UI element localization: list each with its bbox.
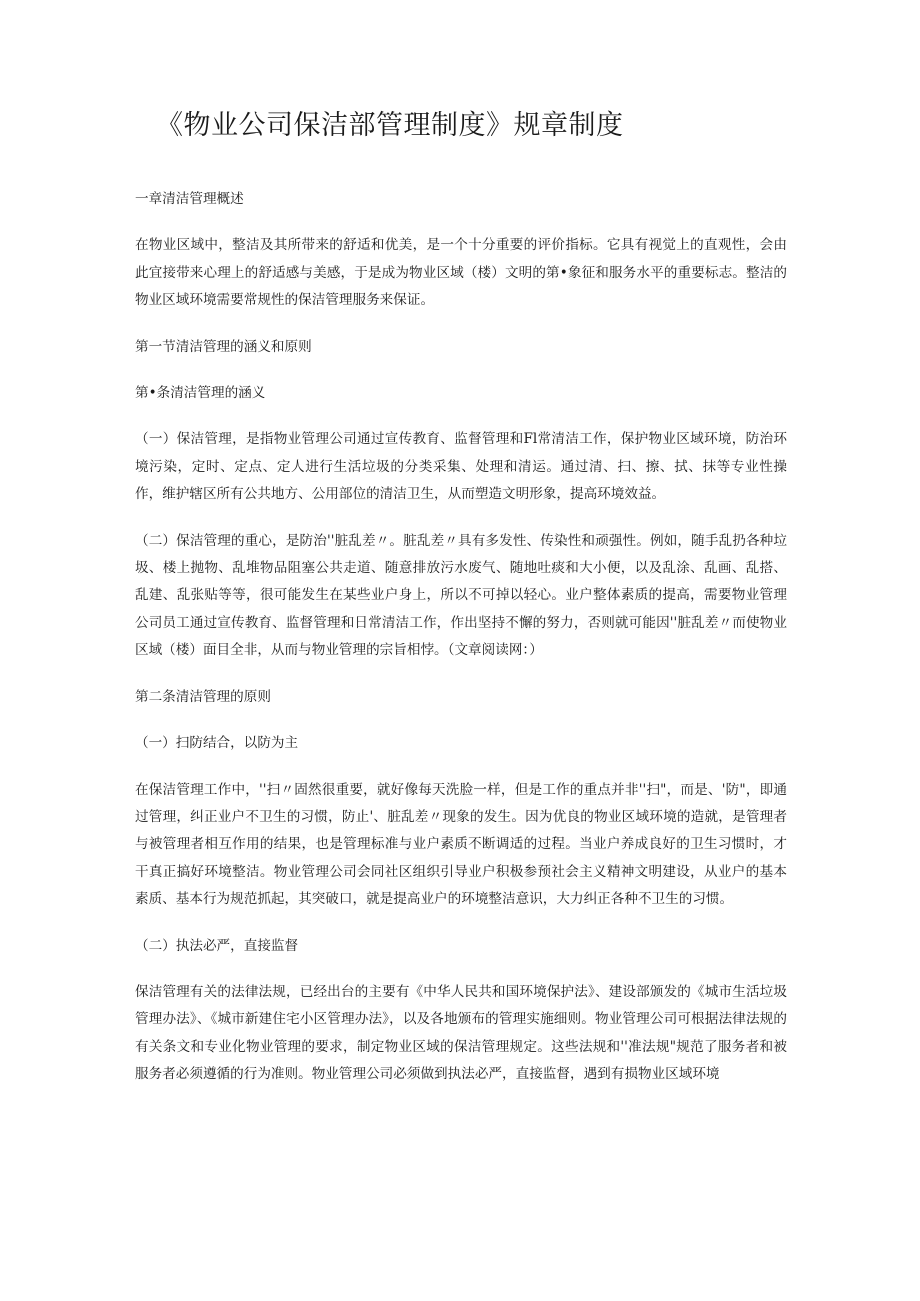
sub-heading: （一）扫防结合，以防为主 [135,735,299,752]
body-paragraph: 保洁管理有关的法律法规，已经出台的主要有《中华人民共和国环境保护法》、建设部颁发的《城市生活垃圾管理办法》、《城市新建住宅小区管理办法》，以及各地颁布的管理实施细则。物业管理公司可根据法律法规的有关条文和专业化物业管理的要求，制定物业区域的保洁管理规定。这些法规和''准法规"规范了服务者和被服务者必须遵循的行为准则。物业管理公司必须做到执法必严，直接监督，遇到有损物业区域环境 [135,983,787,1083]
document-title: 《物业公司保洁部管理制度》规章制度 [156,110,624,141]
chapter-heading: 一章清洁管理概述 [135,191,244,207]
section-heading: 第一节清洁管理的涵义和原则 [135,338,312,355]
body-paragraph: （一）保洁管理，是指物业管理公司通过宣传教育、监督管理和Fl常清洁工作，保护物业区域环境，防治环境污染，定时、定点、定人进行生活垃圾的分类采集、处理和清运。通过清、扫、擦、拭、抹等专业性操作，维护辖区所有公共地方、公用部位的清洁卫生，从而塑造文明形象，提高环境效益。 [135,431,787,503]
article-heading: 第•条清洁管理的涵义 [135,385,266,402]
body-paragraph: 在物业区域中，整洁及其所带来的舒适和优美，是一个十分重要的评价指标。它具有视觉上的直观性，会由此宜接带来心理上的舒适感与美感，于是成为物业区域（楼）文明的第•象征和服务水平的重要标志。整洁的物业区域环境需要常规性的保洁管理服务来保证。 [135,237,787,309]
body-paragraph: 在保洁管理工作中，''扫〃固然很重要，就好像每天洗脸一样，但是工作的重点并非''扫"，而是、'防"，即通过管理，纠正业户不卫生的习惯，防止'、脏乱差〃现象的发生。因为优良的物业区域环境的造就，是管理者与被管理者相互作用的结果，也是管理标准与业户素质不断调适的过程。当业户养成良好的卫生习惯时，才干真正搞好环境整洁。物业管理公司会同社区组织引导业户积极参预社会主义精神文明建设，从业户的基本素质、基本行为规范抓起，其突破口，就是提高业户的环境整洁意识，大力纠正各种不卫生的习惯。 [135,781,787,908]
document-body [135,186,787,1108]
body-paragraph: （二）保洁管理的重心，是防治''脏乱差〃。脏乱差〃具有多发性、传染性和顽强性。例如，随手乱扔各种垃圾、楼上抛物、乱堆物品阻塞公共走道、随意排放污水废气、随地吐痰和大小便，以及乱涂、乱画、乱搭、乱建、乱张贴等等，很可能发生在某些业户身上，所以不可掉以轻心。业户整体素质的提高，需要物业管理公司员工通过宣传教育、监督管理和日常清洁工作，作出坚持不懈的努力，否则就可能因''脏乱差〃而使物业区域（楼）面目全非，从而与物业管理的宗旨相悖。（文章阅读网：） [135,532,787,659]
article-heading: 第二条清洁管理的原则 [135,688,271,705]
sub-heading: （二）执法必严，直接监督 [135,937,299,954]
